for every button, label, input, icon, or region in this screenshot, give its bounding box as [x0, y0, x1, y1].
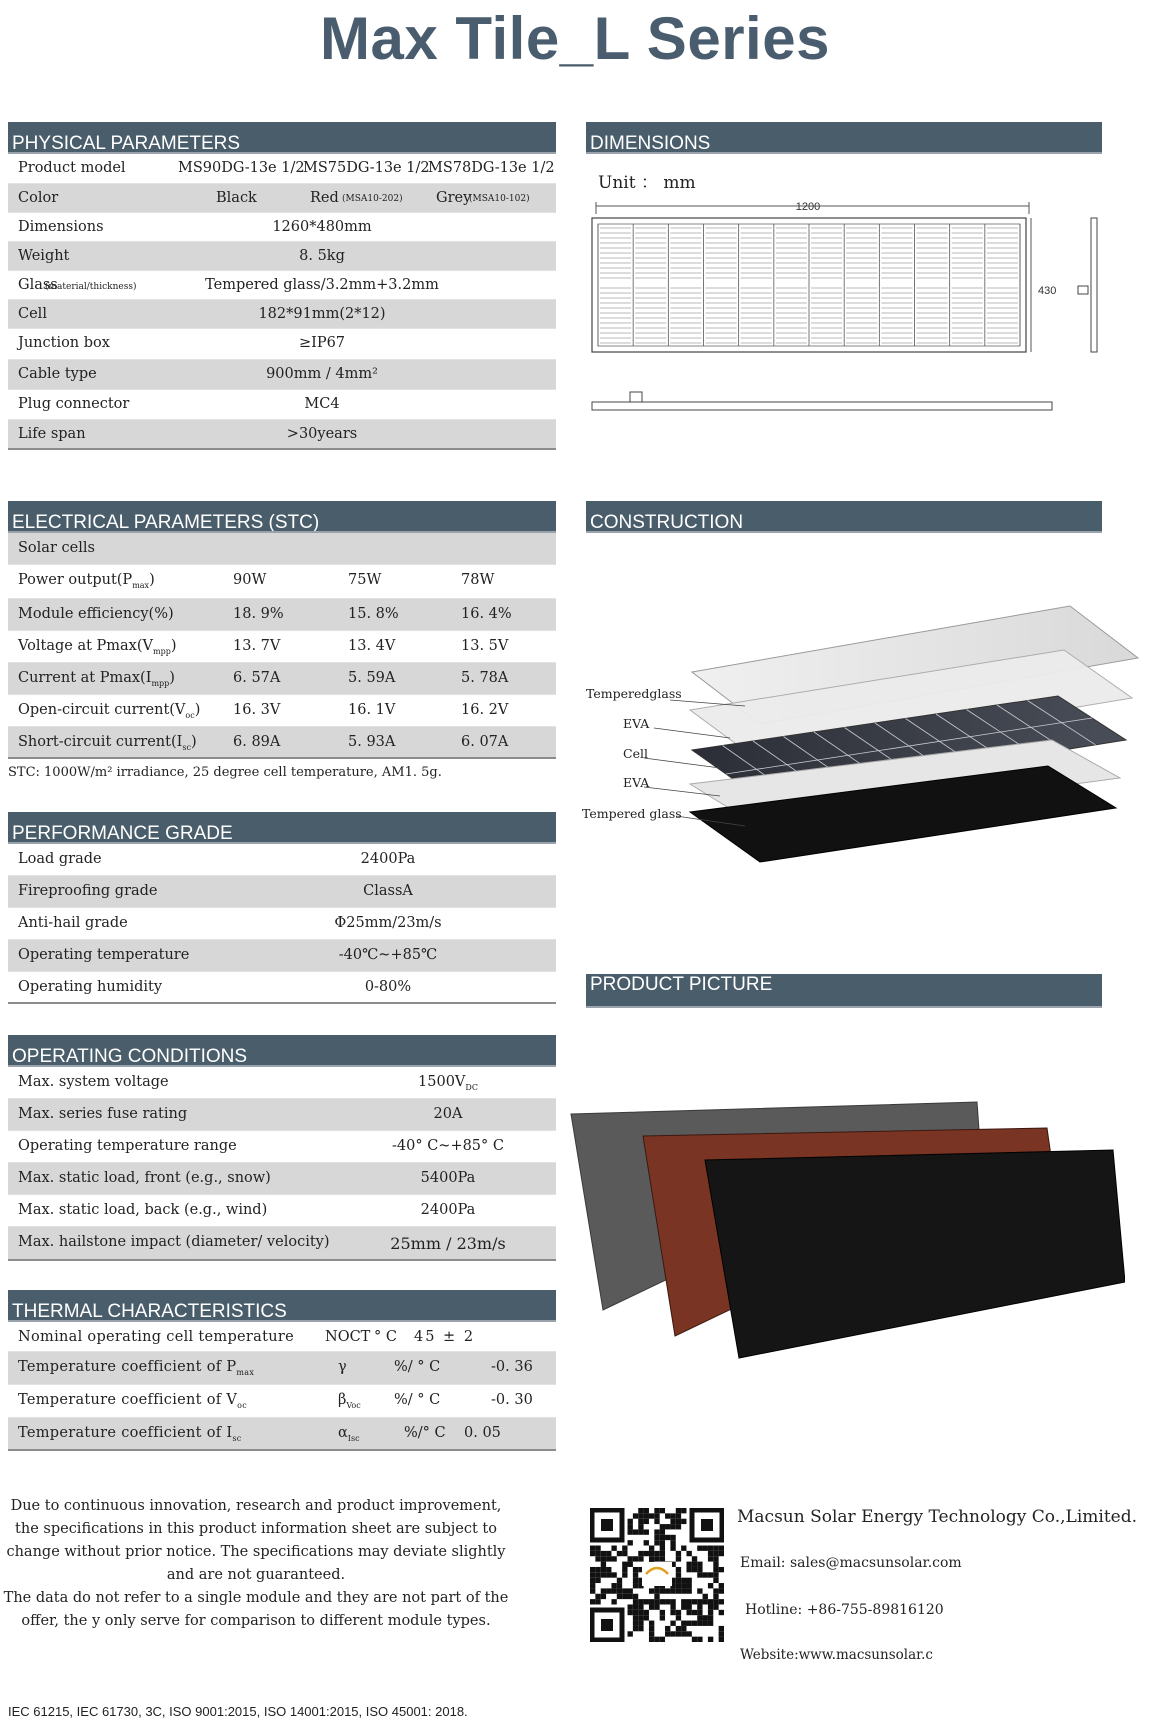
- row-label: Weight: [18, 248, 70, 264]
- layer-label-tempered-glass-bottom: Tempered glass: [582, 806, 682, 821]
- row-label-text: Temperature coefficient of P: [18, 1359, 237, 1375]
- row-value: MS78DG-13e 1/2: [428, 160, 555, 176]
- row-unit: %/ ° C: [394, 1392, 441, 1408]
- row-value: 16. 4%: [461, 606, 512, 622]
- table-row: [8, 420, 556, 450]
- row-label-tail: ): [149, 572, 155, 588]
- row-label: Junction box: [18, 335, 110, 351]
- row-label-text: Open-circuit current(V: [18, 702, 186, 718]
- row-value: 5. 78A: [461, 670, 509, 686]
- disclaimer-line: change without prior notice. The specifications may deviate slightly: [6, 1544, 506, 1560]
- row-value: MC4: [304, 396, 340, 412]
- product-picture-section: [586, 974, 1102, 1008]
- row-value-text: 20A: [433, 1106, 463, 1122]
- performance-grade-table: [8, 844, 556, 1004]
- row-value-text: 25mm / 23m/s: [390, 1234, 506, 1253]
- row-value: 16. 1V: [348, 702, 396, 718]
- row-label: [18, 734, 197, 752]
- solar-cells-label: Solar cells: [18, 540, 95, 556]
- row-label: Max. static load, front (e.g., snow): [18, 1170, 271, 1186]
- disclaimer-line: and are not guaranteed.: [166, 1567, 346, 1583]
- disclaimer-line: Due to continuous innovation, research and product improvement,: [10, 1498, 502, 1514]
- row-label-sub: oc: [185, 710, 195, 720]
- row-label: [18, 1392, 247, 1410]
- product-picture-header: PRODUCT PICTURE: [586, 974, 1102, 1008]
- row-value: 15. 8%: [348, 606, 399, 622]
- unit-label: Unit ： mm: [598, 173, 696, 193]
- row-label: Max. series fuse rating: [18, 1106, 188, 1122]
- row-label: Color: [18, 190, 59, 206]
- table-row: [8, 1322, 556, 1352]
- row-unit: %/ ° C: [394, 1359, 441, 1375]
- row-value: 13. 7V: [233, 638, 281, 654]
- row-value: 75W: [348, 572, 382, 588]
- row-label-sub: max: [132, 580, 150, 590]
- row-value: 45 ± 2: [414, 1329, 476, 1345]
- table-row: [8, 1131, 556, 1163]
- row-label: Operating humidity: [18, 979, 163, 995]
- row-label: Product model: [18, 160, 126, 176]
- table-row: [8, 360, 556, 390]
- row-value: ClassA: [363, 883, 413, 899]
- construction-section: [586, 501, 1102, 533]
- table-row: [8, 1099, 556, 1131]
- row-unit: %/° C: [404, 1425, 446, 1441]
- row-value-sub: DC: [465, 1082, 478, 1092]
- table-row: [8, 242, 556, 271]
- thermal-characteristics-header: THERMAL CHARACTERISTICS: [8, 1290, 556, 1322]
- disclaimer-line: the specifications in this product information sheet are subject to: [15, 1521, 497, 1537]
- width-label: 1200: [795, 201, 821, 213]
- row-value: Φ25mm/23m/s: [334, 915, 442, 931]
- layer-label-tempered-glass-top: Temperedglass: [586, 686, 682, 701]
- table-row: [8, 154, 556, 184]
- table-row: [8, 1385, 556, 1418]
- row-value: 18. 9%: [233, 606, 284, 622]
- disclaimer-line: The data do not refer to a single module and they are not part of the: [3, 1590, 509, 1606]
- operating-conditions-section: [8, 1035, 556, 1261]
- row-value: 1260*480mm: [272, 219, 372, 235]
- row-value: 6. 89A: [233, 734, 281, 750]
- construction-header: CONSTRUCTION: [586, 501, 1102, 533]
- table-row: [8, 599, 556, 631]
- row-label-sub: oc: [237, 1400, 248, 1410]
- table-row: [8, 631, 556, 663]
- table-row: [8, 565, 556, 599]
- row-label-text: Module efficiency(%): [18, 606, 174, 622]
- stc-note: STC: 1000W/m² irradiance, 25 degree cell temperature, AM1. 5g.: [8, 765, 442, 780]
- disclaimer: [0, 1495, 512, 1633]
- row-value: [338, 1074, 558, 1092]
- row-value: 900mm / 4mm²: [266, 366, 378, 382]
- row-value: 182*91mm(2*12): [258, 306, 386, 322]
- table-row: [8, 876, 556, 908]
- row-value: [338, 1138, 558, 1154]
- row-label: Max. hailstone impact (diameter/ velocity): [18, 1234, 330, 1250]
- electrical-parameters-section: [8, 501, 556, 780]
- layer-label-cell: Cell: [623, 746, 648, 761]
- electrical-parameters-table: [8, 565, 556, 759]
- row-label-tail: ): [169, 670, 175, 686]
- row-label-sub: sc: [182, 742, 191, 752]
- row-label-sub: mpp: [151, 678, 170, 688]
- row-value: 6. 57A: [233, 670, 281, 686]
- row-value: Grey: [436, 190, 472, 206]
- row-value: ≥IP67: [298, 335, 346, 351]
- panel-bottom-view: [592, 402, 1052, 410]
- table-row: [8, 329, 556, 360]
- table-row: [8, 390, 556, 420]
- row-label-text: Current at Pmax(I: [18, 670, 152, 686]
- row-label: [18, 1425, 242, 1443]
- row-label: [18, 606, 174, 622]
- row-value: Black: [216, 190, 257, 206]
- row-label: [18, 572, 155, 590]
- row-label-text: Temperature coefficient of I: [18, 1425, 233, 1441]
- row-value: Tempered glass/3.2mm+3.2mm: [205, 277, 439, 293]
- table-row: [8, 184, 556, 213]
- row-value: 6. 07A: [461, 734, 509, 750]
- row-symbol: NOCT: [325, 1329, 371, 1345]
- row-label: [18, 638, 177, 656]
- physical-parameters-table: [8, 154, 556, 450]
- row-label-sub: mpp: [153, 646, 171, 656]
- height-label: 430: [1038, 285, 1057, 297]
- table-row: [8, 695, 556, 727]
- operating-conditions-table: [8, 1067, 556, 1261]
- table-row: [8, 1352, 556, 1385]
- thermal-characteristics-table: [8, 1322, 556, 1451]
- table-row: [8, 972, 556, 1004]
- table-row: [8, 844, 556, 876]
- row-value: 5. 59A: [348, 670, 396, 686]
- row-value: [338, 1170, 558, 1186]
- row-label-text: Temperature coefficient of V: [18, 1392, 238, 1408]
- layer-label-eva-bottom: EVA: [623, 775, 650, 790]
- row-symbol-sub: Isc: [347, 1433, 360, 1443]
- row-label: Anti-hail grade: [18, 915, 128, 931]
- table-row: [8, 271, 556, 300]
- row-value: 5. 93A: [348, 734, 396, 750]
- operating-conditions-header: OPERATING CONDITIONS: [8, 1035, 556, 1067]
- row-label: Load grade: [18, 851, 102, 867]
- product-picture: [565, 1090, 1125, 1370]
- table-row: [8, 1195, 556, 1227]
- row-label-text: Voltage at Pmax(V: [18, 638, 153, 654]
- dimensions-section: [586, 122, 1102, 154]
- row-symbol-text: γ: [338, 1359, 347, 1375]
- row-value: 16. 3V: [233, 702, 281, 718]
- table-row: [8, 908, 556, 940]
- row-value: MS90DG-13e 1/2: [178, 160, 305, 176]
- row-value-text: 2400Pa: [420, 1202, 476, 1218]
- row-symbol: [338, 1425, 360, 1443]
- qr-code-icon: [590, 1508, 724, 1642]
- row-label: [18, 1329, 294, 1345]
- company-email[interactable]: Email: sales@macsunsolar.com: [740, 1555, 962, 1571]
- junction-box-side: [1078, 286, 1088, 294]
- row-label-tail: ): [170, 638, 177, 654]
- row-value: 16. 2V: [461, 702, 509, 718]
- construction-exploded-view: [580, 600, 1140, 900]
- dimensions-drawing: [586, 190, 1106, 420]
- row-value: 78W: [461, 572, 495, 588]
- row-label-note: (material/thickness): [45, 282, 137, 292]
- row-label: Fireproofing grade: [18, 883, 158, 899]
- row-label-sub: max: [236, 1367, 255, 1377]
- row-label: Life span: [18, 426, 86, 442]
- table-row: [8, 213, 556, 242]
- row-value: [338, 1234, 558, 1253]
- table-row: [8, 940, 556, 972]
- row-label-tail: ): [190, 734, 197, 750]
- physical-parameters-section: [8, 122, 556, 450]
- row-label: Glass: [18, 277, 58, 293]
- row-value: 13. 4V: [348, 638, 396, 654]
- row-symbol: [338, 1392, 361, 1410]
- row-label: [18, 702, 200, 720]
- row-value: 90W: [233, 572, 267, 588]
- certifications: IEC 61215, IEC 61730, 3C, ISO 9001:2015, ISO 14001:2015, ISO 45001: 2018.: [8, 1704, 468, 1719]
- row-value-text: -40° C~+85° C: [391, 1138, 504, 1154]
- row-symbol-sub: Voc: [346, 1400, 361, 1410]
- row-label: Max. static load, back (e.g., wind): [18, 1202, 268, 1218]
- row-label: Dimensions: [18, 219, 104, 235]
- panel-side-view: [1091, 218, 1097, 352]
- row-value: -0. 30: [491, 1392, 533, 1408]
- table-row: [8, 1163, 556, 1195]
- row-label-text: Nominal operating cell temperature: [18, 1329, 294, 1345]
- row-value: >30years: [286, 426, 358, 442]
- row-label: [18, 670, 175, 688]
- row-label: Operating temperature range: [18, 1138, 237, 1154]
- table-row: [8, 1227, 556, 1261]
- dimensions-header: DIMENSIONS: [586, 122, 1102, 154]
- row-symbol-text: α: [338, 1425, 348, 1441]
- table-row: [8, 1418, 556, 1451]
- row-value: -0. 36: [491, 1359, 533, 1375]
- table-row: [8, 1067, 556, 1099]
- thermal-characteristics-section: [8, 1290, 556, 1451]
- black-tile: [705, 1150, 1125, 1358]
- row-value-text: 1500V: [418, 1074, 466, 1090]
- row-value-note: (MSA10-102): [469, 194, 530, 204]
- row-symbol: [338, 1359, 347, 1375]
- row-label: Cell: [18, 306, 47, 322]
- row-symbol-text: β: [338, 1392, 347, 1408]
- row-label-text: Power output(P: [18, 572, 133, 588]
- performance-grade-header: PERFORMANCE GRADE: [8, 812, 556, 844]
- page-title: Max Tile_L Series: [320, 5, 830, 72]
- row-label-sub: sc: [232, 1433, 242, 1443]
- row-label: Plug connector: [18, 396, 130, 412]
- row-value-note: (MSA10-202): [342, 194, 403, 204]
- performance-grade-section: [8, 812, 556, 1004]
- row-value-text: 5400Pa: [420, 1170, 476, 1186]
- row-value: 0-80%: [364, 979, 412, 995]
- row-value: [338, 1106, 558, 1122]
- physical-parameters-header: PHYSICAL PARAMETERS: [8, 122, 556, 154]
- row-label: [18, 1359, 254, 1377]
- row-label: Max. system voltage: [18, 1074, 169, 1090]
- table-row: [8, 300, 556, 329]
- row-label-tail: ): [194, 702, 201, 718]
- company-hotline: Hotline: +86-755-89816120: [745, 1602, 944, 1618]
- company-name: Macsun Solar Energy Technology Co.,Limited.: [737, 1507, 1138, 1527]
- layer-label-eva-top: EVA: [623, 716, 650, 731]
- row-unit: ° C: [374, 1329, 397, 1345]
- row-label: Cable type: [18, 366, 97, 382]
- row-value: [338, 1202, 558, 1218]
- table-row: [8, 727, 556, 759]
- disclaimer-line: offer, the y only serve for comparison to different module types.: [21, 1613, 491, 1629]
- row-value: 13. 5V: [461, 638, 509, 654]
- junction-box-bottom: [630, 392, 642, 402]
- row-value: -40℃~+85℃: [338, 947, 438, 963]
- row-value: Red: [310, 190, 339, 206]
- row-value: 2400Pa: [360, 851, 416, 867]
- solar-cells-row: [8, 533, 556, 565]
- table-row: [8, 663, 556, 695]
- electrical-parameters-header: ELECTRICAL PARAMETERS (STC): [8, 501, 556, 533]
- row-value: 8. 5kg: [299, 248, 345, 264]
- company-website[interactable]: Website:www.macsunsolar.c: [740, 1647, 933, 1663]
- row-label: Operating temperature: [18, 947, 190, 963]
- row-value: 0. 05: [464, 1425, 501, 1441]
- row-value: MS75DG-13e 1/2: [303, 160, 430, 176]
- row-label-text: Short-circuit current(I: [18, 734, 183, 750]
